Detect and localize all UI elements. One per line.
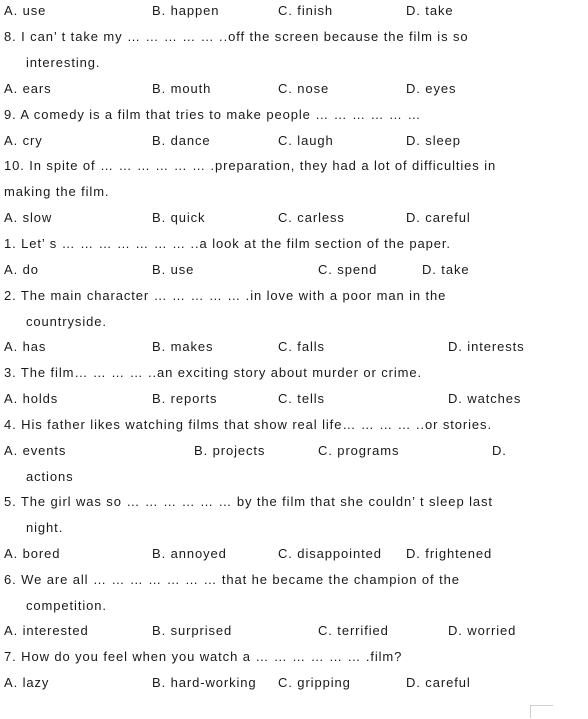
answer-option: C. terrified <box>318 623 389 638</box>
question-line <box>0 414 588 440</box>
question-continuation <box>0 181 588 207</box>
question-text: 8. I can’ t take my … … … … … ..off the screen because the film is so <box>4 29 469 44</box>
answer-option: D. interests <box>448 339 525 354</box>
answer-option: D. careful <box>406 210 471 225</box>
question-text: night. <box>26 520 64 535</box>
question-continuation <box>0 595 588 621</box>
answer-option: A. interested <box>4 623 89 638</box>
answer-option: A. bored <box>4 546 61 561</box>
answer-option: C. falls <box>278 339 325 354</box>
answer-option: A. slow <box>4 210 53 225</box>
question-line <box>0 285 588 311</box>
answer-option: A. events <box>4 443 67 458</box>
answer-option: B. makes <box>152 339 214 354</box>
answer-options-row <box>0 78 588 104</box>
answer-option: D. watches <box>448 391 522 406</box>
question-text: 6. We are all … … … … … … … that he became the champion of the <box>4 572 460 587</box>
question-line <box>0 104 588 130</box>
question-text: 9. A comedy is a film that tries to make people … … … … … … <box>4 107 422 122</box>
answer-option: A. ears <box>4 81 52 96</box>
answer-option: D. worried <box>448 623 517 638</box>
answer-options-row <box>0 543 588 569</box>
question-continuation <box>0 52 588 78</box>
question-text: 3. The film… … … … ..an exciting story about murder or crime. <box>4 365 423 380</box>
answer-option: A. holds <box>4 391 59 406</box>
question-text: interesting. <box>26 55 101 70</box>
answer-options-row <box>0 0 588 26</box>
answer-option: A. lazy <box>4 675 50 690</box>
question-line <box>0 26 588 52</box>
question-text: 1. Let’ s … … … … … … … ..a look at the film section of the paper. <box>4 236 451 251</box>
answer-option: D. frightened <box>406 546 493 561</box>
answer-option: B. happen <box>152 3 220 18</box>
answer-option: D. take <box>406 3 454 18</box>
answer-option: A. has <box>4 339 47 354</box>
question-continuation <box>0 466 588 492</box>
answer-option: B. projects <box>194 443 266 458</box>
answer-option: B. mouth <box>152 81 212 96</box>
answer-option: A. use <box>4 3 47 18</box>
question-text: actions <box>26 469 74 484</box>
question-text: 7. How do you feel when you watch a … … … … … … .film? <box>4 649 403 664</box>
question-text: 5. The girl was so … … … … … … by the film that she couldn’ t sleep last <box>4 494 493 509</box>
question-text: competition. <box>26 598 107 613</box>
answer-option: B. hard-working <box>152 675 257 690</box>
question-text: making the film. <box>4 184 110 199</box>
question-line <box>0 155 588 181</box>
question-line <box>0 646 588 672</box>
answer-option: C. gripping <box>278 675 351 690</box>
answer-option: C. programs <box>318 443 400 458</box>
answer-options-row <box>0 672 588 698</box>
page-corner-mark <box>530 705 553 718</box>
answer-option: B. annoyed <box>152 546 227 561</box>
answer-option: C. spend <box>318 262 378 277</box>
answer-option: D. <box>492 443 507 458</box>
question-text: countryside. <box>26 314 107 329</box>
answer-option: A. do <box>4 262 39 277</box>
question-text: 10. In spite of … … … … … … .preparation, they had a lot of difficulties in <box>4 158 497 173</box>
answer-option: A. cry <box>4 133 43 148</box>
answer-option: C. nose <box>278 81 330 96</box>
answer-option: B. reports <box>152 391 218 406</box>
answer-options-row <box>0 620 588 646</box>
answer-option: C. carless <box>278 210 345 225</box>
answer-option: B. dance <box>152 133 211 148</box>
question-line <box>0 491 588 517</box>
question-text: 4. His father likes watching films that show real life… … … … ..or stories. <box>4 417 492 432</box>
answer-options-row <box>0 440 588 466</box>
question-line <box>0 569 588 595</box>
question-text: 2. The main character … … … … … .in love with a poor man in the <box>4 288 447 303</box>
question-line <box>0 362 588 388</box>
answer-option: D. take <box>422 262 470 277</box>
answer-options-row <box>0 388 588 414</box>
question-continuation <box>0 311 588 337</box>
answer-option: B. use <box>152 262 195 277</box>
answer-options-row <box>0 336 588 362</box>
answer-option: C. disappointed <box>278 546 382 561</box>
answer-option: D. sleep <box>406 133 461 148</box>
answer-option: B. surprised <box>152 623 233 638</box>
answer-options-row <box>0 259 588 285</box>
answer-option: B. quick <box>152 210 206 225</box>
answer-option: D. careful <box>406 675 471 690</box>
question-continuation <box>0 517 588 543</box>
question-line <box>0 233 588 259</box>
answer-options-row <box>0 207 588 233</box>
answer-option: C. finish <box>278 3 334 18</box>
answer-option: C. tells <box>278 391 325 406</box>
answer-option: D. eyes <box>406 81 457 96</box>
answer-option: C. laugh <box>278 133 334 148</box>
answer-options-row <box>0 130 588 156</box>
